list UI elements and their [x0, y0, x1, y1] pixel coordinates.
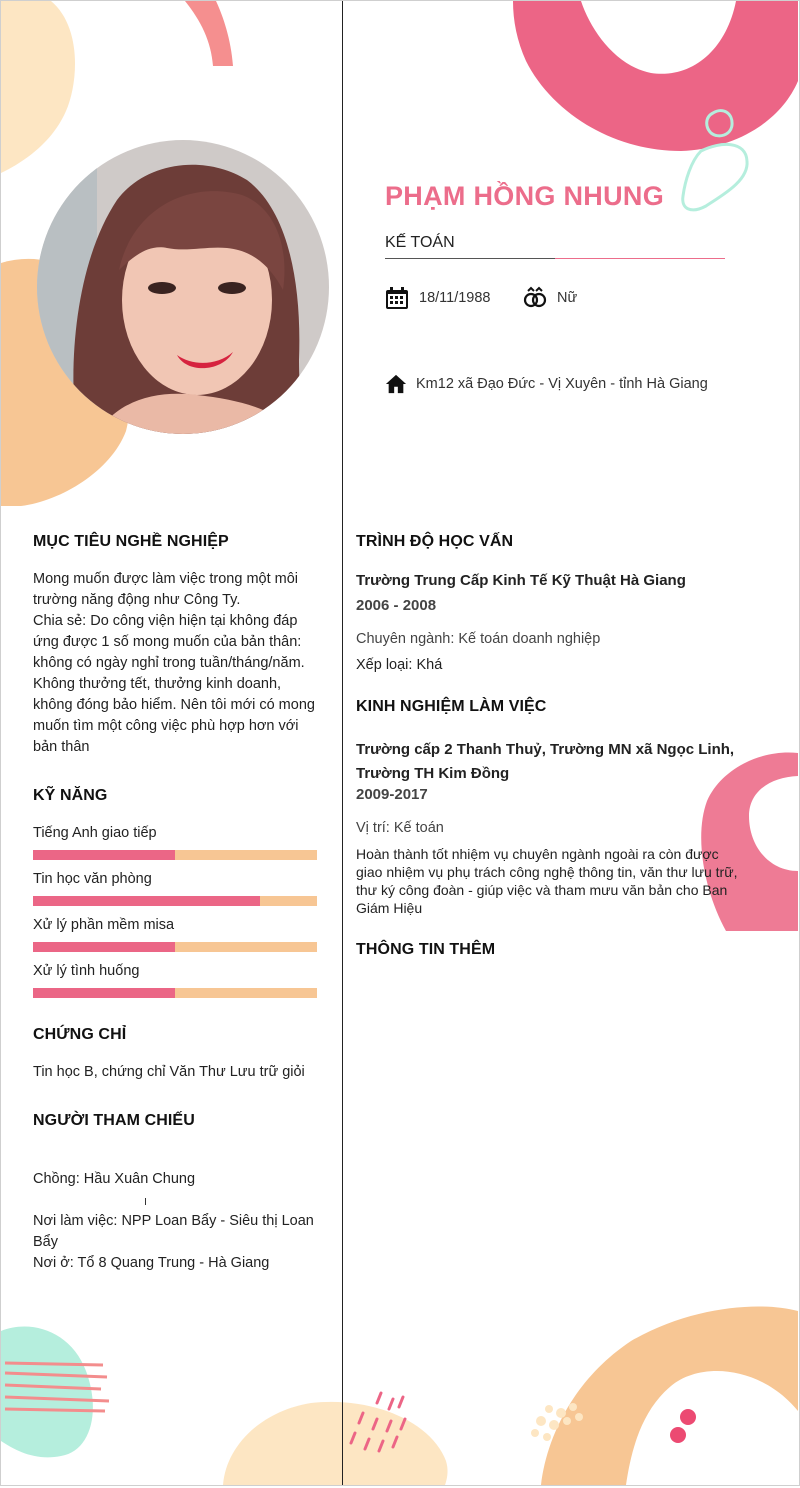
pink-dot-2 — [670, 1427, 686, 1443]
experience-years: 2009-2017 — [356, 786, 428, 803]
additional-info-title: THÔNG TIN THÊM — [356, 941, 496, 958]
job-title: KẾ TOÁN — [385, 234, 455, 251]
address: Km12 xã Đạo Đức - Vị Xuyên - tỉnh Hà Giang — [416, 376, 708, 392]
objective-line: Không thưởng tết, thưởng kinh doanh, — [33, 676, 282, 692]
skill-label: Xử lý tình huống — [33, 963, 140, 979]
gender-row — [523, 286, 577, 310]
experience-desc-line: thư ký công đoàn - giúp việc và tham mưu văn bản cho Ban — [356, 882, 728, 898]
skill-label: Tin học văn phòng — [33, 871, 152, 887]
cream-blob-top-left — [1, 1, 75, 173]
education-school: Trường Trung Cấp Kinh Tế Kỹ Thuật Hà Giang — [356, 572, 686, 589]
experience-desc-line: Giám Hiệu — [356, 900, 423, 916]
experience-company-line: Trường cấp 2 Thanh Thuỷ, Trường MN xã Ngọc Linh, — [356, 741, 735, 758]
certificates-title: CHỨNG CHỈ — [33, 1026, 127, 1043]
skill-bar — [33, 942, 317, 952]
profile-photo — [37, 140, 329, 434]
reference-workplace-line: Bẩy — [33, 1234, 58, 1250]
experience-company — [356, 738, 734, 786]
pink-dot-1 — [680, 1409, 696, 1425]
pink-ring-top-right — [513, 1, 798, 151]
objective-line: Chia sẻ: Do công viện hiện tại không đáp — [33, 613, 298, 629]
objective-line: Mong muốn được làm việc trong một môi — [33, 571, 299, 587]
reference-workplace — [33, 1211, 333, 1253]
full-name: PHẠM HỒNG NHUNG — [385, 181, 664, 211]
skill-label: Tiếng Anh giao tiếp — [33, 825, 157, 841]
experience-company-line: Trường TH Kim Đồng — [356, 765, 510, 782]
experience-desc-line: Hoàn thành tốt nhiệm vụ chuyên ngành ngoài ra còn được — [356, 846, 719, 862]
home-icon — [385, 373, 407, 395]
skill-bar-fill — [33, 850, 175, 860]
objective-title: MỤC TIÊU NGHỀ NGHIỆP — [33, 533, 229, 550]
objective-line: ứng được 1 số mong muốn của bản thân: — [33, 634, 302, 650]
education-major: Chuyên ngành: Kế toán doanh nghiệp — [356, 631, 601, 647]
objective-line: không có ngày nghỉ trong tuần/tháng/năm. — [33, 655, 305, 671]
gender-rings-icon — [523, 286, 547, 310]
reference-residence: Nơi ở: Tổ 8 Quang Trung - Hà Giang — [33, 1255, 270, 1271]
skill-bar-fill — [33, 942, 175, 952]
mint-blob-bottom-left — [1, 1327, 93, 1458]
objective-line: trường năng động như Công Ty. — [33, 592, 241, 608]
education-grade: Xếp loại: Khá — [356, 657, 443, 673]
column-divider — [342, 1, 343, 1485]
education-title: TRÌNH ĐỘ HỌC VẤN — [356, 533, 514, 550]
skill-bar-fill — [33, 896, 260, 906]
experience-title: KINH NGHIỆM LÀM VIỆC — [356, 698, 547, 715]
objective-text — [33, 569, 333, 758]
skill-bar — [33, 988, 317, 998]
objective-line: không đóng bảo hiểm. Nên tôi mới có mong — [33, 697, 315, 713]
title-underline — [385, 258, 725, 259]
skill-label: Xử lý phần mềm misa — [33, 917, 175, 933]
experience-description — [356, 845, 768, 917]
references-title: NGƯỜI THAM CHIẾU — [33, 1112, 195, 1129]
certificates-text: Tin học B, chứng chỉ Văn Thư Lưu trữ giỏi — [33, 1064, 305, 1080]
reference-workplace-line: Nơi làm việc: NPP Loan Bẩy - Siêu thị Loan — [33, 1213, 314, 1229]
education-years: 2006 - 2008 — [356, 597, 437, 614]
portrait-illustration — [37, 140, 329, 434]
coral-stroke-top — [185, 1, 233, 66]
dob-row — [385, 286, 491, 310]
skill-bar — [33, 850, 317, 860]
calendar-icon — [385, 286, 409, 310]
skills-title: KỸ NĂNG — [33, 787, 108, 804]
gender: Nữ — [557, 290, 578, 306]
skill-bar — [33, 896, 317, 906]
cream-blob-bottom — [223, 1402, 448, 1485]
reference-husband: Chồng: Hầu Xuân Chung — [33, 1171, 196, 1187]
experience-desc-line: giao nhiệm vụ phụ trách công nghệ thông tin, văn thư lưu trữ, — [356, 864, 738, 880]
experience-position: Vị trí: Kế toán — [356, 820, 444, 836]
objective-line: bản thân — [33, 739, 90, 755]
date-of-birth: 18/11/1988 — [419, 290, 491, 306]
objective-line: muốn tìm một công việc phù hợp hơn với — [33, 718, 299, 734]
peach-arc-bottom-right — [541, 1306, 798, 1485]
text-cursor-mark — [145, 1198, 146, 1205]
address-row — [385, 373, 708, 395]
mint-loop-large — [683, 144, 747, 209]
skill-bar-fill — [33, 988, 175, 998]
